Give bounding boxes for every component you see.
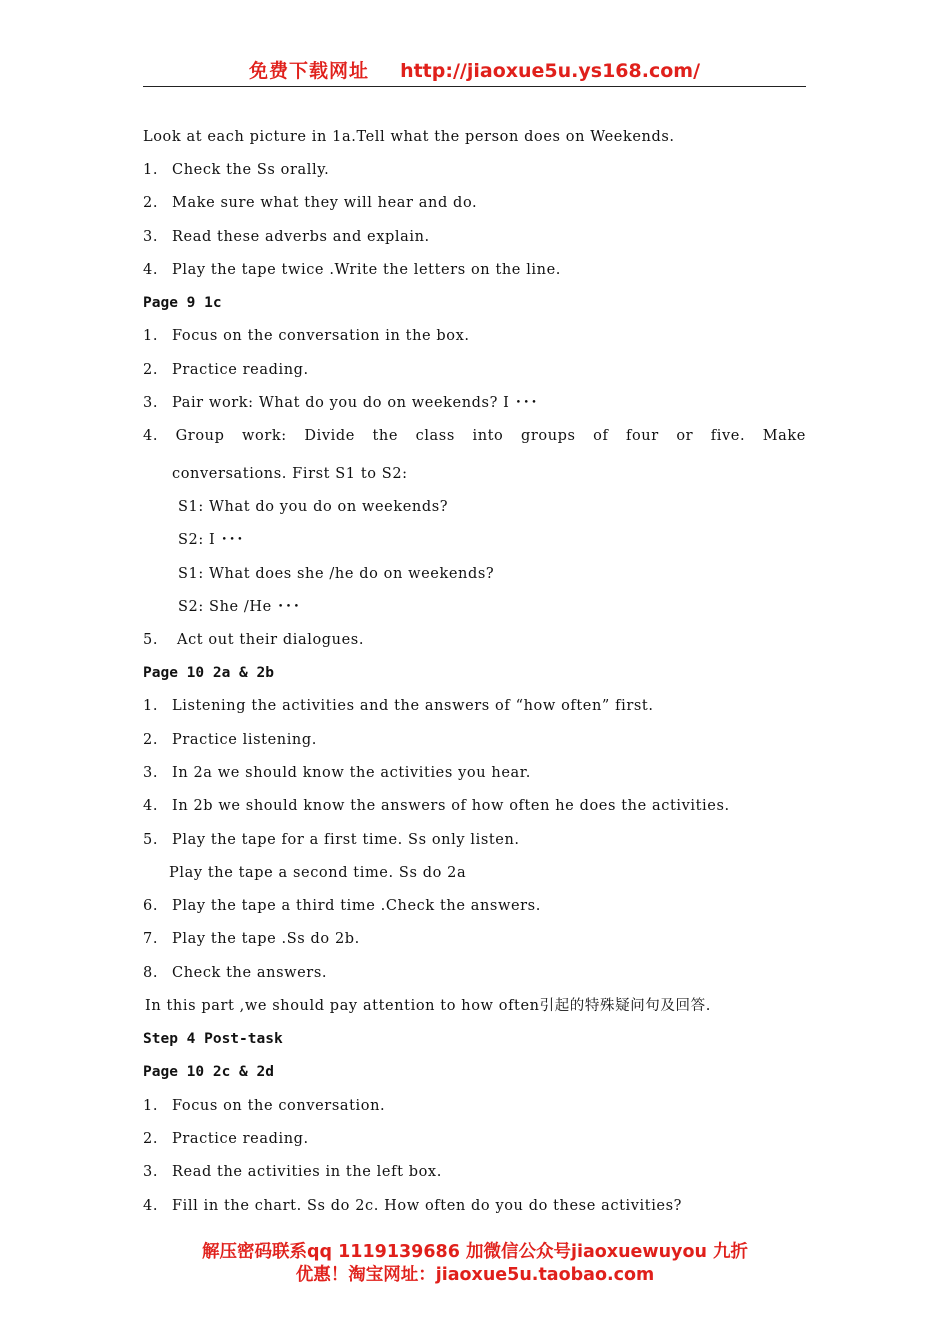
item-text: In 2a we should know the activities you hear. bbox=[172, 765, 531, 781]
item-text: Check the answers. bbox=[172, 965, 328, 981]
word: into bbox=[472, 428, 504, 444]
list-item bbox=[143, 1197, 682, 1215]
list-item bbox=[143, 831, 520, 849]
item-text: In 2b we should know the answers of how often he does the activities. bbox=[172, 798, 730, 814]
section-heading: Page 10 2a & 2b bbox=[143, 665, 274, 681]
item-number: 8. bbox=[143, 965, 159, 981]
list-item bbox=[143, 964, 327, 982]
group-work-item bbox=[143, 427, 806, 445]
word: four bbox=[625, 428, 659, 444]
word: Divide bbox=[304, 428, 355, 444]
list-item bbox=[143, 1097, 385, 1115]
word: groups bbox=[520, 428, 576, 444]
item-text: Practice reading. bbox=[172, 362, 309, 378]
header-label: 免费下载网址 bbox=[248, 60, 369, 82]
dialogue-line: S1: What do you do on weekends? bbox=[178, 499, 449, 515]
group-work-continuation: conversations. First S1 to S2: bbox=[172, 466, 408, 482]
word: Group bbox=[175, 428, 225, 444]
list-item bbox=[143, 228, 430, 246]
footer-line-1: 解压密码联系qq 1119139686 加微信公众号jiaoxuewuyou 九折 bbox=[201, 1242, 749, 1262]
item-text: Pair work: What do you do on weekends? I ･･･ bbox=[172, 395, 539, 411]
section-heading: Page 10 2c & 2d bbox=[143, 1064, 274, 1080]
item-number: 3. bbox=[143, 395, 159, 411]
item-number: 4. bbox=[143, 1198, 159, 1214]
list-item bbox=[143, 361, 309, 379]
list-item bbox=[143, 1130, 309, 1148]
list-item bbox=[143, 394, 538, 412]
intro-text: Look at each picture in 1a.Tell what the person does on Weekends. bbox=[143, 129, 675, 145]
word: the bbox=[372, 428, 399, 444]
item-number: 3. bbox=[143, 1164, 159, 1180]
item-text: Play the tape a third time .Check the answers. bbox=[172, 898, 541, 914]
item-text: Focus on the conversation in the box. bbox=[172, 328, 470, 344]
word: class bbox=[415, 428, 455, 444]
item-number: 4. bbox=[143, 798, 159, 814]
item-text: Act out their dialogues. bbox=[177, 632, 365, 648]
item-text: Read these adverbs and explain. bbox=[172, 229, 430, 245]
item-text: Fill in the chart. Ss do 2c. How often do you do these activities? bbox=[172, 1198, 683, 1214]
word: Make bbox=[762, 428, 806, 444]
item-number: 2. bbox=[143, 195, 159, 211]
dialogue-line: S1: What does she /he do on weekends? bbox=[178, 566, 495, 582]
item-number: 4. bbox=[143, 428, 159, 444]
note-text: In this part ,we should pay attention to how often引起的特殊疑问句及回答. bbox=[145, 998, 711, 1014]
header-url-link[interactable]: http://jiaoxue5u.ys168.com/ bbox=[400, 60, 701, 82]
list-item bbox=[143, 631, 364, 649]
item-number: 1. bbox=[143, 698, 159, 714]
item-number: 2. bbox=[143, 362, 159, 378]
list-item bbox=[143, 930, 360, 948]
item-number: 7. bbox=[143, 931, 159, 947]
item-text: Make sure what they will hear and do. bbox=[172, 195, 478, 211]
item-text: Play the tape .Ss do 2b. bbox=[172, 931, 360, 947]
list-item bbox=[143, 797, 730, 815]
list-item bbox=[143, 1163, 442, 1181]
page-header bbox=[143, 56, 806, 87]
item-number: 5. bbox=[143, 832, 159, 848]
item-number: 1. bbox=[143, 1098, 159, 1114]
item-number: 1. bbox=[143, 162, 159, 178]
item-text: Focus on the conversation. bbox=[172, 1098, 386, 1114]
dialogue-line: S2: She /He ･･･ bbox=[178, 599, 301, 615]
list-item bbox=[143, 697, 654, 715]
item-number: 4. bbox=[143, 262, 159, 278]
item-number: 1. bbox=[143, 328, 159, 344]
item-text: Read the activities in the left box. bbox=[172, 1164, 442, 1180]
item-number: 5. bbox=[143, 632, 159, 648]
sub-step: Play the tape a second time. Ss do 2a bbox=[169, 865, 467, 881]
word: of bbox=[593, 428, 609, 444]
list-item bbox=[143, 764, 531, 782]
item-text: Play the tape twice .Write the letters on the line. bbox=[172, 262, 562, 278]
item-text: Listening the activities and the answers of “how often” first. bbox=[172, 698, 654, 714]
list-item bbox=[143, 261, 561, 279]
dialogue-line: S2: I ･･･ bbox=[178, 532, 245, 548]
item-text: Practice reading. bbox=[172, 1131, 309, 1147]
list-item bbox=[143, 897, 541, 915]
item-number: 2. bbox=[143, 1131, 159, 1147]
item-number: 3. bbox=[143, 765, 159, 781]
list-item bbox=[143, 194, 477, 212]
word: five. bbox=[710, 428, 746, 444]
item-text: Play the tape for a first time. Ss only listen. bbox=[172, 832, 520, 848]
section-heading: Page 9 1c bbox=[143, 295, 222, 311]
item-text: Check the Ss orally. bbox=[172, 162, 330, 178]
item-number: 6. bbox=[143, 898, 159, 914]
item-text: Practice listening. bbox=[172, 732, 317, 748]
section-heading: Step 4 Post-task bbox=[143, 1031, 283, 1047]
word: or bbox=[676, 428, 694, 444]
list-item bbox=[143, 731, 317, 749]
word: work: bbox=[242, 428, 287, 444]
list-item bbox=[143, 161, 329, 179]
item-number: 3. bbox=[143, 229, 159, 245]
list-item bbox=[143, 327, 470, 345]
item-number: 2. bbox=[143, 732, 159, 748]
footer-line-2: 优惠！淘宝网址：jiaoxue5u.taobao.com bbox=[295, 1265, 655, 1285]
